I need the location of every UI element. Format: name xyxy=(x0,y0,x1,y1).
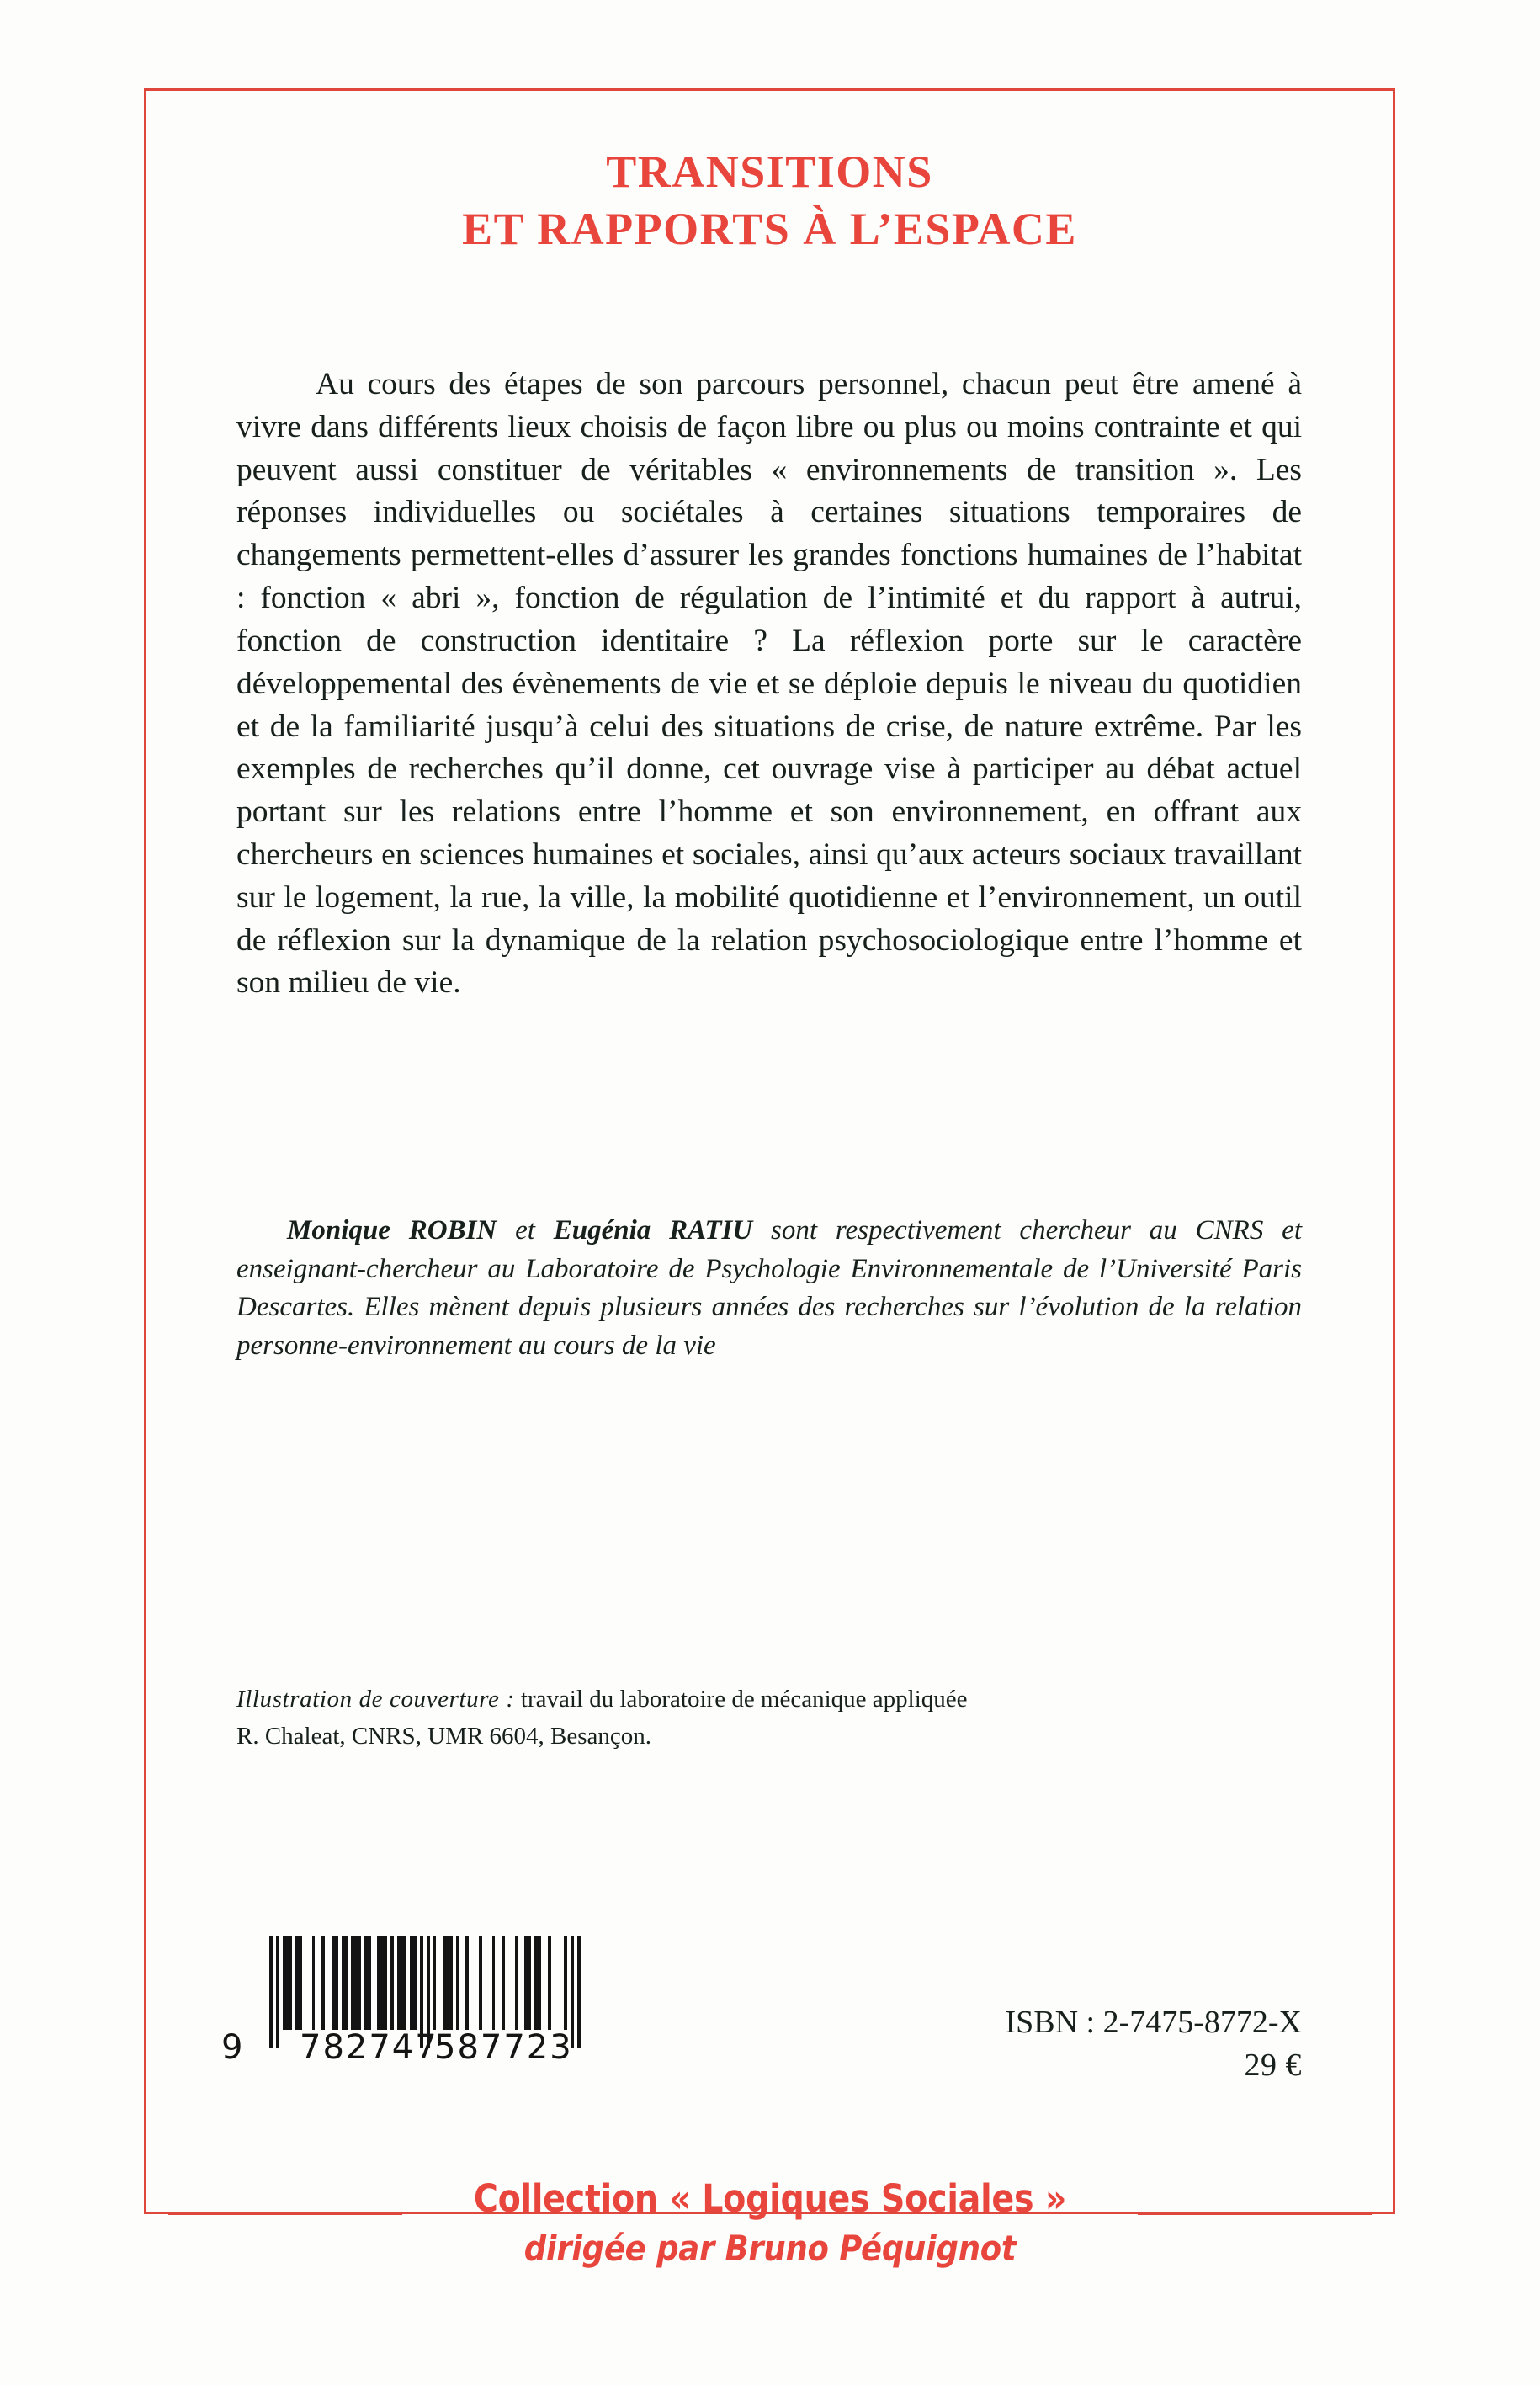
author-bio-text: sont respectivement chercheur au CNRS et enseignant-chercheur au Laboratoire de Psychologie Environnementale de l’Université Paris Descartes. Elles mènent depuis plusieurs années des recherches sur l’évolution de la relation personne-environnement au cours de la vie xyxy=(236,1215,1303,1362)
barcode-lead-digit: 9 xyxy=(221,2028,245,2067)
collection-footer xyxy=(0,2176,1540,2269)
credit-line-2: R. Chaleat, CNRS, UMR 6604, Besançon. xyxy=(236,1722,651,1750)
author-conjunction: et xyxy=(497,1215,554,1246)
author-name-2: Eugénia RATIU xyxy=(553,1215,753,1246)
back-cover-blurb: Au cours des étapes de son parcours personnel, chacun peut être amené à vivre dans différents lieux choisis de façon libre ou plus ou moins contrainte et qui peuvent aussi constituer de véritables « environnements de transition ». Les réponses individuelles ou sociétales à certaines situations temporaires de changements permettent-elles d’assurer les grandes fonctions humaines de l’habitat : fonction « abri », fonction de régulation de l’intimité et du rapport à autrui, fonction de construction identitaire ? La réflexion porte sur le caractère développemental des évènements de vie et se déploie depuis le niveau du quotidien et de la familiarité jusqu’à celui des situations de crise, de nature extrême. Par les exemples de recherches qu’il donne, cet ouvrage vise à participer au débat actuel portant sur les relations entre l’homme et son environnement, en offrant aux chercheurs en sciences humaines et sociales, ainsi qu’aux acteurs sociaux travaillant sur le logement, la rue, la ville, la mobilité quotidienne et l’environnement, un outil de réflexion sur la dynamique de la relation psychosociologique entre l’homme et son milieu de vie. xyxy=(236,367,1302,1001)
author-name-1: Monique ROBIN xyxy=(287,1215,497,1246)
price-label: 29 € xyxy=(1244,2047,1302,2083)
title-line-2: ET RAPPORTS À L’ESPACE xyxy=(462,204,1077,255)
isbn-label: ISBN : 2-7475-8772-X xyxy=(1005,2005,1302,2040)
barcode-bars xyxy=(269,1936,581,2030)
ean13-barcode xyxy=(221,1936,581,2067)
collection-name: Collection « Logiques Sociales » xyxy=(473,2176,1067,2221)
collection-director: dirigée par Bruno Péquignot xyxy=(523,2228,1017,2269)
barcode-group-left: 782747 xyxy=(300,2028,438,2067)
barcode-digits xyxy=(221,2028,581,2067)
credit-label: Illustration de couverture : xyxy=(236,1686,515,1713)
book-title xyxy=(144,143,1395,258)
credit-line-1 xyxy=(236,1681,1302,1718)
isbn-and-price xyxy=(797,2001,1302,2086)
cover-illustration-credit xyxy=(236,1681,1302,1755)
credit-detail: travail du laboratoire de mécanique appliquée xyxy=(514,1686,968,1713)
barcode-group-right: 587723 xyxy=(434,2028,573,2067)
author-biography xyxy=(236,1212,1302,1366)
title-line-1: TRANSITIONS xyxy=(606,146,933,197)
